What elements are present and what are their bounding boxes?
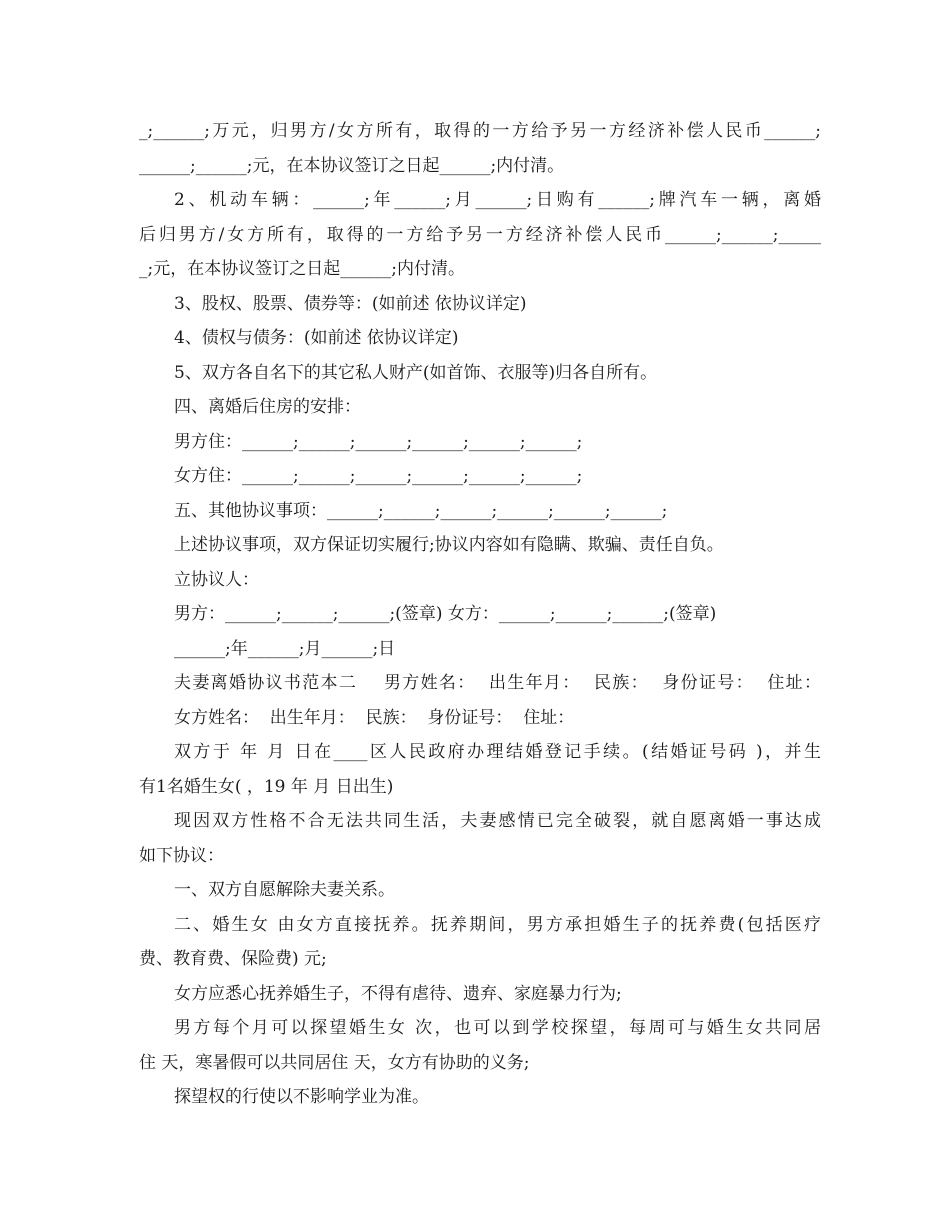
document-line: 3、股权、股票、债券等：(如前述 依协议详定) <box>174 293 527 314</box>
document-line: 住 天，寒暑假可以共同居住 天，女方有协助的义务; <box>139 1052 530 1073</box>
document-line: 后归男方/女方所有，取得的一方给予另一方经济补偿人民币______;______;_____ <box>139 224 821 245</box>
document-line: 如下协议： <box>139 845 224 866</box>
document-body <box>139 114 821 1115</box>
document-line: ______;______;元，在本协议签订之日起______;内付清。 <box>139 155 565 176</box>
document-line: 探望权的行使以不影响学业为准。 <box>174 1087 429 1107</box>
document-line: 女方姓名： 出生年月： 民族： 身份证号： 住址： <box>174 707 575 728</box>
document-line: 上述协议事项，双方保证切实履行;协议内容如有隐瞒、欺骗、责任自负。 <box>174 535 724 555</box>
document-line: 5、双方各自名下的其它私人财产(如首饰、衣服等)归各自所有。 <box>174 362 658 383</box>
document-line: 女方应悉心抚养婚生子，不得有虐待、遗弃、家庭暴力行为; <box>174 983 622 1004</box>
document-line: 4、债权与债务：(如前述 依协议详定) <box>174 328 459 348</box>
document-line: 一、双方自愿解除夫妻关系。 <box>174 880 395 900</box>
document-line: 男方每个月可以探望婚生女 次，也可以到学校探望，每周可与婚生女共同居 <box>174 1018 821 1038</box>
document-line: 男方住：______;______;______;______;______;______; <box>174 431 583 452</box>
document-line: _;元，在本协议签订之日起______;内付清。 <box>139 259 465 279</box>
document-line: ______;年______;月______;日 <box>174 638 396 659</box>
document-line: 夫妻离婚协议书范本二 男方姓名： 出生年月： 民族： 身份证号： 住址： <box>174 673 821 693</box>
document-line: 双方于 年 月 日在____区人民政府办理结婚登记手续。(结婚证号码 )，并生 <box>174 742 821 762</box>
document-line: 费、教育费、保险费) 元; <box>139 949 327 969</box>
document-line: 男方：______;______;______;(签章) 女方：______;______;______;(签章) <box>174 604 717 624</box>
document-line: 有1名婚生女( ，19 年 月 日出生) <box>139 776 394 797</box>
document-line: 立协议人： <box>174 569 259 590</box>
document-line: _;______;万元，归男方/女方所有，取得的一方给予另一方经济补偿人民币______; <box>139 121 821 141</box>
document-line: 五、其他协议事项：______;______;______;______;______;______; <box>174 500 668 521</box>
document-line: 四、离婚后住房的安排： <box>174 397 361 417</box>
document-line: 2、机动车辆：______;年______;月______;日购有______;牌汽车一辆，离婚 <box>174 190 821 210</box>
document-line: 现因双方性格不合无法共同生活，夫妻感情已完全破裂，就自愿离婚一事达成 <box>174 811 821 831</box>
document-line: 女方住：______;______;______;______;______;______; <box>174 466 583 486</box>
document-line: 二、婚生女 由女方直接抚养。抚养期间，男方承担婚生子的抚养费(包括医疗 <box>174 914 821 935</box>
